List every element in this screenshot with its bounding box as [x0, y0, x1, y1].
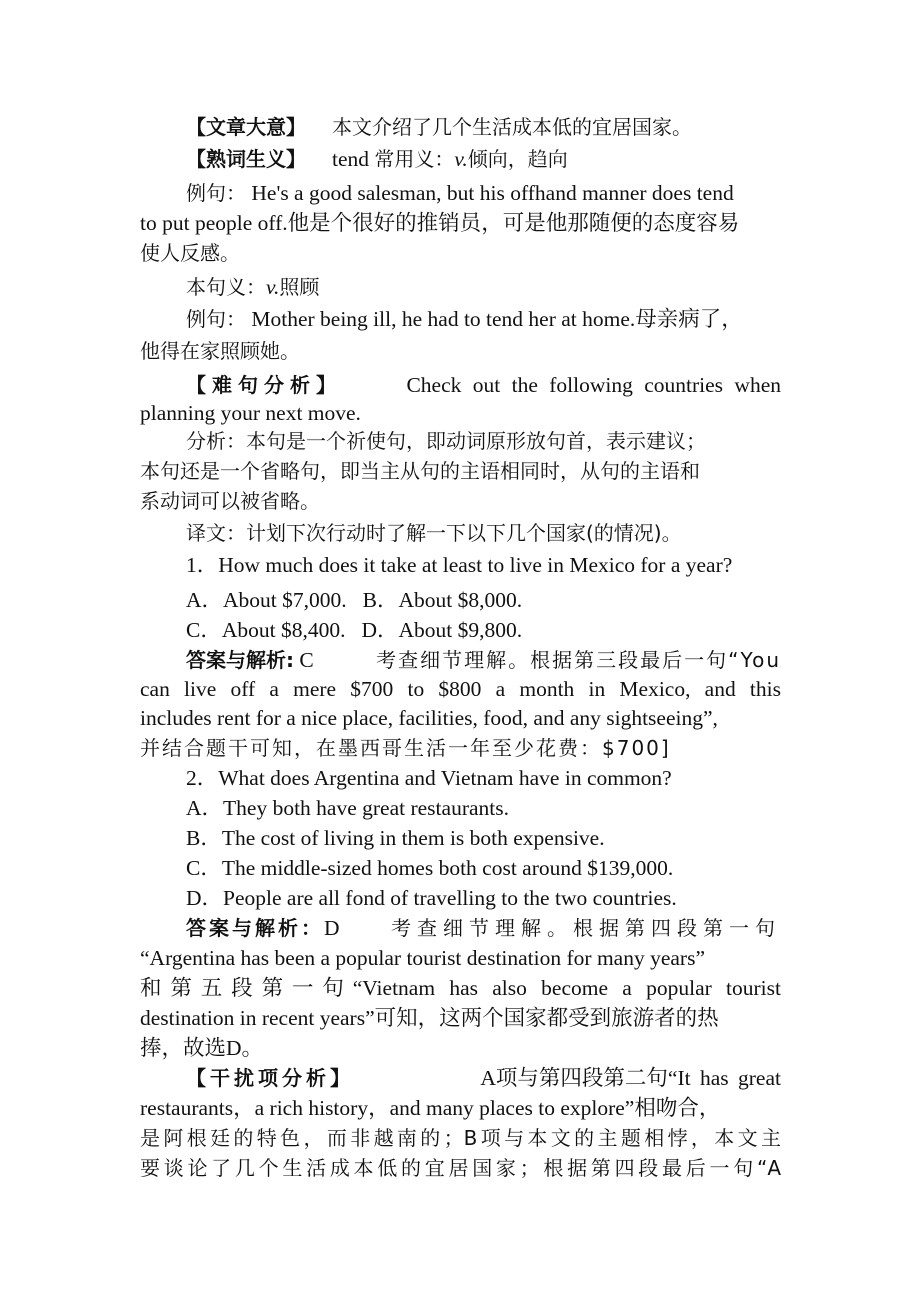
- q2-explain-line3: 和第五段第一句“Vietnam has also become a popular tourist: [140, 976, 781, 1000]
- vocab-meaning: 倾向，趋向: [467, 147, 568, 171]
- analysis-label: 分析：: [186, 429, 246, 453]
- example1-label: 例句：: [186, 181, 246, 205]
- q2-explain-line4: destination in recent years”可知，这两个国家都受到旅游者的热: [140, 1006, 719, 1030]
- summary-tag: 【文章大意】: [186, 115, 306, 139]
- q1-answer-letter: C: [299, 648, 314, 672]
- q1-explain-line2: can live off a mere $700 to $800 a month in Mexico, and this: [140, 677, 781, 701]
- distractor-text1: A项与第四段第二句“It has great: [480, 1066, 781, 1090]
- vocab-word: tend: [332, 147, 370, 171]
- q1-explain1: 考查细节理解。根据第三段最后一句“You: [376, 648, 781, 672]
- q1-option-a: A．About $7,000.: [186, 588, 347, 612]
- example2-label: 例句：: [186, 307, 246, 331]
- difficult-sentence-line1: [140, 370, 781, 400]
- example2-text: Mother being ill, he had to tend her at home.母亲病了，: [251, 307, 743, 331]
- q1-explain-line4: 并结合题干可知，在墨西哥生活一年至少花费：$700]: [140, 736, 671, 760]
- difficult-sentence-text1: Check out the following countries when: [406, 373, 781, 397]
- question1-options-row1: [140, 585, 781, 615]
- example1-text: He's a good salesman, but his offhand manner does tend: [251, 181, 734, 205]
- translation-text: 计划下次行动时了解一下以下几个国家(的情况)。: [246, 521, 682, 545]
- analysis-line3: 系动词可以被省略。: [140, 489, 320, 513]
- vocab-tag: 【熟词生义】: [186, 147, 306, 171]
- context-pos: v.: [266, 275, 280, 299]
- context-meaning: 照顾: [279, 275, 320, 299]
- distractor-line3: 是阿根廷的特色，而非越南的；B项与本文的主题相悖，本文主: [140, 1126, 781, 1150]
- vocab-pos: v.: [454, 147, 468, 171]
- q2-answer-letter: D: [324, 916, 340, 940]
- analysis-line2: 本句还是一个省略句，即当主从句的主语相同时，从句的主语和: [140, 459, 700, 483]
- q2-explain-line5: 捧，故选D。: [140, 1036, 264, 1060]
- q1-option-c: C．About $8,400.: [186, 618, 346, 642]
- q2-option-c: C．The middle-sized homes both cost around $139,000.: [186, 856, 674, 880]
- distractor-tag: 【干扰项分析】: [186, 1066, 354, 1090]
- vocab-line: [140, 144, 781, 174]
- summary-line: [140, 112, 781, 142]
- context-meaning-line: [140, 272, 781, 302]
- q2-answer-line1: [140, 913, 781, 943]
- q1-answer-label: 答案与解析:: [186, 648, 294, 672]
- vocab-common-label: 常用义：: [374, 147, 455, 171]
- example2-line1: [140, 304, 781, 334]
- q1-explain-line3: includes rent for a nice place, facilities, food, and any sightseeing”,: [140, 706, 718, 730]
- analysis-text1: 本句是一个祈使句，即动词原形放句首，表示建议；: [246, 429, 706, 453]
- distractor-line2: restaurants，a rich history，and many places to explore”相吻合，: [140, 1096, 721, 1120]
- analysis-line1: [140, 426, 781, 456]
- example1-line2: to put people off.他是个很好的推销员，可是他那随便的态度容易: [140, 211, 740, 235]
- q2-explain-line2: “Argentina has been a popular tourist destination for many years”: [140, 946, 705, 970]
- question1-stem: 1．How much does it take at least to live in Mexico for a year?: [186, 553, 733, 577]
- example1-line1: [140, 178, 781, 208]
- q2-option-b: B．The cost of living in them is both expensive.: [186, 826, 605, 850]
- question1-options-row2: [140, 615, 781, 645]
- difficult-sentence-tag: 【难句分析】: [186, 373, 342, 397]
- summary-text: 本文介绍了几个生活成本低的宜居国家。: [332, 115, 692, 139]
- difficult-sentence-line2: planning your next move.: [140, 401, 361, 425]
- q2-answer-label: 答案与解析：: [186, 916, 324, 940]
- distractor-line4: 要谈论了几个生活成本低的宜居国家；根据第四段最后一句“A: [140, 1156, 781, 1180]
- translation-line: [140, 518, 781, 548]
- q1-option-d: D．About $9,800.: [361, 618, 523, 642]
- q2-option-d: D．People are all fond of travelling to the two countries.: [186, 886, 677, 910]
- q2-explain1: 考查细节理解。根据第四段第一句: [391, 916, 781, 940]
- question2-stem: 2．What does Argentina and Vietnam have in common?: [186, 766, 672, 790]
- q1-answer-line1: [140, 645, 781, 675]
- example2-line2: 他得在家照顾她。: [140, 339, 300, 363]
- distractor-line1: [140, 1063, 781, 1093]
- example1-line3: 使人反感。: [140, 241, 240, 265]
- translation-label: 译文：: [186, 521, 246, 545]
- q1-option-b: B．About $8,000.: [362, 588, 523, 612]
- context-label: 本句义：: [186, 275, 266, 299]
- q2-option-a: A．They both have great restaurants.: [186, 796, 509, 820]
